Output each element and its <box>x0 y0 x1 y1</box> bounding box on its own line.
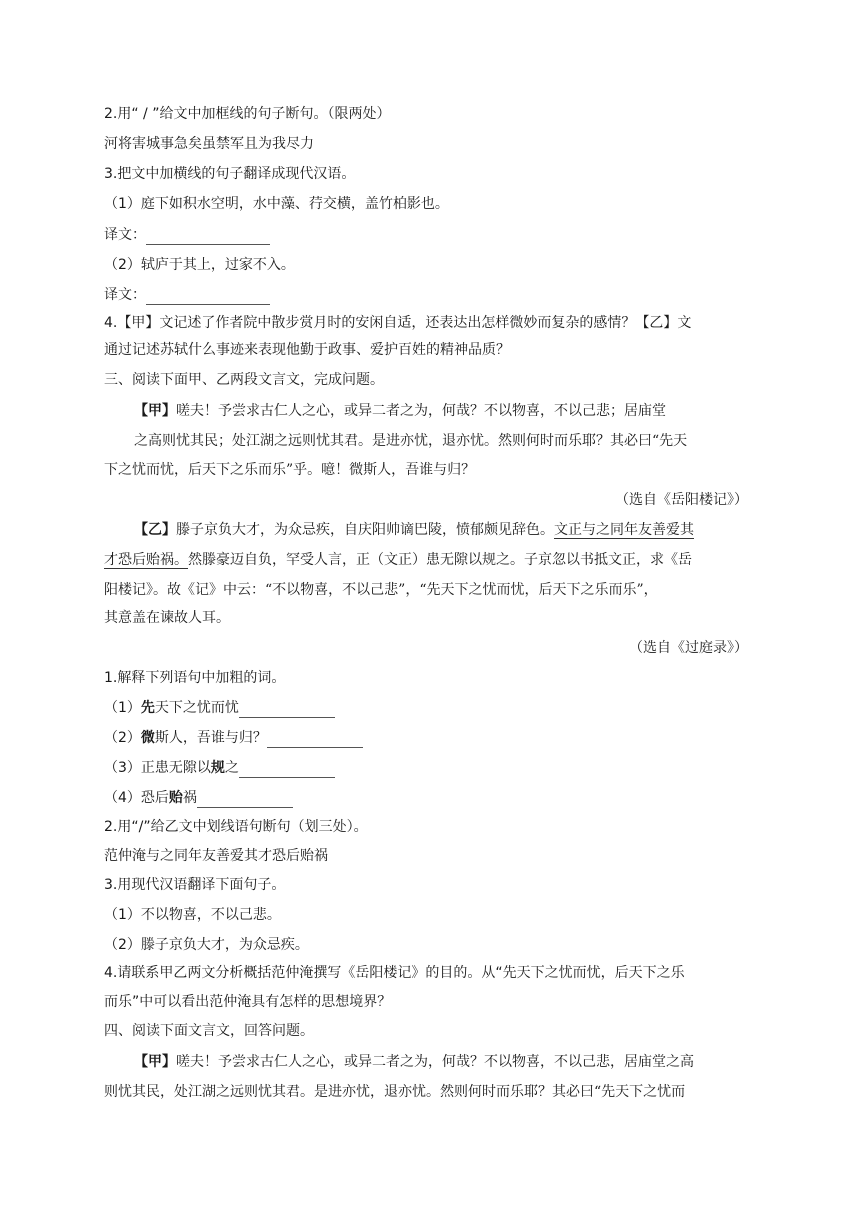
question-4-line-2: 通过记述苏轼什么事迹来表现他勤于政事、爱护百姓的精神品质？ <box>104 342 510 358</box>
passage-jia-source: （选自《岳阳楼记》） <box>615 492 748 508</box>
passage-yi-line-3: 阳楼记》。故《记》中云：“不以物喜，不以己悲”，“先天下之忧而忧，后天下之乐而乐”， <box>104 582 658 598</box>
answer-blank[interactable] <box>239 703 335 718</box>
question-1-item-4: （4）恐后贻祸 <box>104 788 764 808</box>
question-3-item-1: （1）庭下如积水空明，水中藻、荇交横，盖竹柏影也。 <box>104 196 449 212</box>
answer-blank[interactable] <box>197 793 293 808</box>
passage-jia-line-3: 下之忧而忧，后天下之乐而乐”乎。噫！微斯人，吾谁与归？ <box>104 462 476 478</box>
question-3-item-2: （2）轼庐于其上，过家不入。 <box>104 257 295 273</box>
passage-yi-line-1: 【乙】滕子京负大才，为众忌疾，自庆阳帅谪巴陵，愤郁颇见辞色。文正与之同年友善爱其 <box>134 522 694 538</box>
section-4-heading: 四、阅读下面文言文，回答问题。 <box>104 1023 314 1039</box>
underlined-sentence: 才恐后贻祸。 <box>104 552 188 568</box>
passage-tag: 【甲】 <box>134 1054 176 1070</box>
passage-4-jia-line-2: 则忧其民，处江湖之远则忧其君。是进亦忧，退亦忧。然则何时而乐耶？其必曰“先天下之忧而 <box>104 1084 686 1100</box>
passage-jia-line-1: 【甲】嗟夫！予尝求古仁人之心，或异二者之为，何哉？不以物喜，不以己悲；居庙堂 <box>134 403 666 419</box>
passage-yi-line-2: 才恐后贻祸。然滕豪迈自负，罕受人言，正（文正）患无隙以规之。子京忽以书抵文正，求《岳 <box>104 552 692 568</box>
question-4-line-1: 4.【甲】文记述了作者院中散步赏月时的安闲自适，还表达出怎样微妙而复杂的感情？【乙】文 <box>104 315 692 331</box>
question-1-item-3: （3）正患无隙以规之 <box>104 758 764 778</box>
question-2-instruction: 2.用“ / ”给文中加框线的句子断句。（限两处） <box>104 106 391 122</box>
question-2-instruction: 2.用“/”给乙文中划线语句断句（划三处）。 <box>104 819 368 835</box>
bold-word: 规 <box>210 760 225 776</box>
question-4-line-2: 而乐”中可以看出范仲淹具有怎样的思想境界？ <box>104 994 392 1010</box>
passage-tag: 【乙】 <box>134 522 176 538</box>
question-4-line-1: 4.请联系甲乙两文分析概括范仲淹撰写《岳阳楼记》的目的。从“先天下之忧而忧，后天下之乐 <box>104 965 685 981</box>
question-1-item-1: （1）先天下之忧而忧 <box>104 698 764 718</box>
question-1-instruction: 1.解释下列语句中加粗的词。 <box>104 670 286 686</box>
question-3-item-1: （1）不以物喜，不以己悲。 <box>104 907 281 923</box>
bold-word: 先 <box>140 700 155 716</box>
translation-line-1 <box>104 225 764 245</box>
passage-jia-line-2: 之高则忧其民；处江湖之远则忧其君。是进亦忧，退亦忧。然则何时而乐耶？其必曰“先天 <box>134 433 688 449</box>
passage-4-jia-line-1: 【甲】嗟夫！予尝求古仁人之心，或异二者之为，何哉？不以物喜，不以己悲，居庙堂之高 <box>134 1054 694 1070</box>
question-2-sentence: 范仲淹与之同年友善爱其才恐后贻祸 <box>104 848 328 864</box>
answer-blank[interactable] <box>239 763 335 778</box>
translation-line-2 <box>104 285 764 305</box>
bold-word: 贻 <box>168 790 183 806</box>
passage-tag: 【甲】 <box>134 403 176 419</box>
translation-label: 译文： <box>104 227 146 243</box>
question-3-instruction: 3.用现代汉语翻译下面句子。 <box>104 877 286 893</box>
section-3-heading: 三、阅读下面甲、乙两段文言文，完成问题。 <box>104 372 384 388</box>
question-3-item-2: （2）滕子京负大才，为众忌疾。 <box>104 937 309 953</box>
question-3-instruction: 3.把文中加横线的句子翻译成现代汉语。 <box>104 166 356 182</box>
answer-blank[interactable] <box>267 733 363 748</box>
question-1-item-2: （2）微斯人，吾谁与归？ <box>104 728 764 748</box>
question-2-sentence: 河将害城事急矣虽禁军且为我尽力 <box>104 136 314 152</box>
answer-blank[interactable] <box>146 290 270 305</box>
answer-blank[interactable] <box>146 230 270 245</box>
passage-yi-line-4: 其意盖在谏故人耳。 <box>104 610 230 626</box>
passage-yi-source: （选自《过庭录》） <box>629 640 748 656</box>
translation-label: 译文： <box>104 287 146 303</box>
bold-word: 微 <box>140 730 155 746</box>
underlined-sentence: 文正与之同年友善爱其 <box>554 522 694 538</box>
